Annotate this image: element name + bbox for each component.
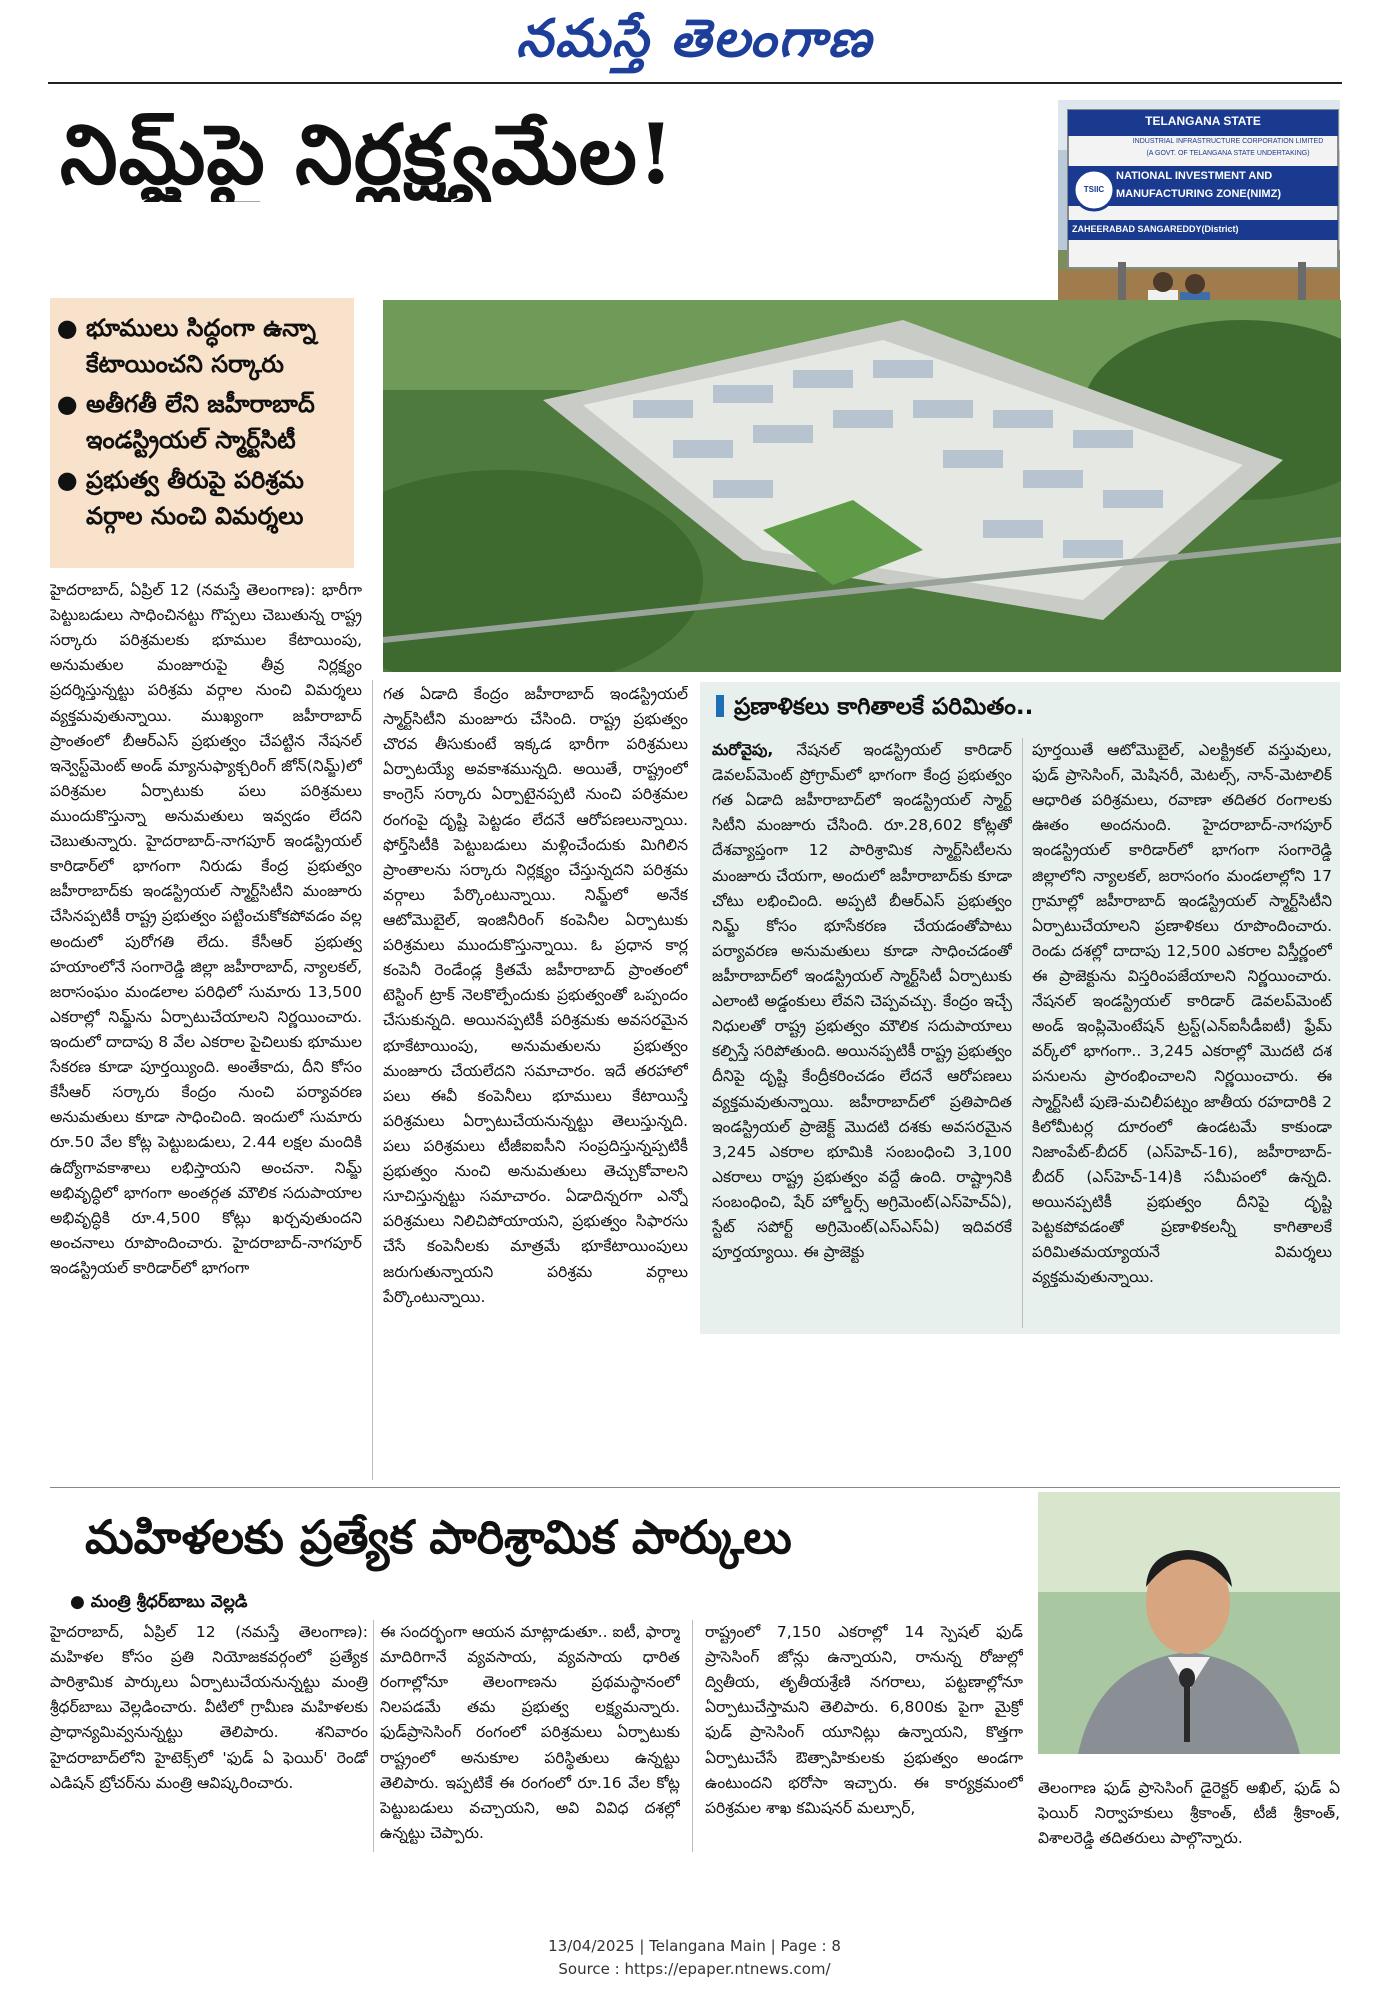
sidebar-title: ప్రణాళికలు కాగితాలకే పరిమితం.. — [716, 694, 1316, 726]
story2-headline: మహిళలకు ప్రత్యేక పారిశ్రామిక పార్కులు — [85, 1510, 792, 1564]
story2-col1-text: హైదరాబాద్, ఏప్రిల్ 12 (నమస్తే తెలంగాణ): మహిళల కోసం ప్రతి నియోజకవర్గంలో ప్రత్యేక పారిశ్రామిక పార్కులు ఏర్పాటుచేయనున్నట్టు మంత్రి శ్రీధర్‌బాబు వెల్లడించారు. వీటిలో గ్రామీణ మహిళలకు ప్రాధాన్యమివ్వనున్నట్టు తెలిపారు. శనివారం హైదరాబాద్‌లోని హైటెక్స్‌లో 'ఫుడ్ ఏ ఫెయిర్' రెండో ఎడిషన్ బ్రోచర్‌ను మంత్రి ఆవిష్కరించారు. — [50, 1623, 368, 1792]
story2-col3-text: రాష్ట్రంలో 7,150 ఎకరాల్లో 14 స్పెషల్ ఫుడ్ ప్రాసెసింగ్ జోన్లు ఉన్నాయని, రానున్న రోజుల్లో ద్వితీయ, తృతీయశ్రేణి నగరాలు, పట్టణాల్లోనూ ఏర్పాటుచేస్తామని తెలిపారు. 6,800కు పైగా మైక్రో ఫుడ్ ప్రాసెసింగ్ యూనిట్లు ఉన్నాయని, కొత్తగా ఏర్పాటుచేసే ఔత్సాహికులకు ప్రభుత్వం అండగా ఉంటుందని భరోసా ఇచ్చారు. ఈ కార్యక్రమంలో పరిశ్రమల శాఖ కమిషనర్ మల్సూర్, — [705, 1623, 1023, 1817]
column-divider — [373, 1620, 374, 1852]
story1-col1-text: హైదరాబాద్, ఏప్రిల్ 12 (నమస్తే తెలంగాణ): భారీగా పెట్టుబడులు సాధించినట్టు గొప్పలు చెబుతున్న రాష్ట్ర సర్కారు పరిశ్రమలకు భూముల కేటాయింపు, అనుమతుల మంజూరుపై తీవ్ర నిర్లక్ష్యం ప్రదర్శిస్తున్నట్టు పరిశ్రమ వర్గాల నుంచి విమర్శలు వ్యక్తమవుతున్నాయి. ముఖ్యంగా జహీరాబాద్ ప్రాంతంలో బీఆర్‌ఎస్ ప్రభుత్వం చేపట్టిన నేషనల్ ఇన్వెస్ట్‌మెంట్ అండ్ మ్యానుఫ్యాక్చరింగ్ జోన్(నిమ్జ్)లో పరిశ్రమల ఏర్పాటుకు పలు పరిశ్రమలు ముందుకొస్తున్నా అనుమతులు ఇవ్వడం లేదని చెబుతున్నారు. హైదరాబాద్-నాగపూర్ ఇండస్ట్రియల్ కారిడార్‌లో భాగంగా నిరుడు కేంద్ర ప్రభుత్వం జహీరాబాద్‌కు ఇండస్ట్రియల్ స్మార్ట్‌సిటీని మంజూరు చేసినప్పటికీ రాష్ట్ర ప్రభుత్వం పట్టించుకోకపోవడం వల్ల అందులో పురోగతి లేదు. కేసీఆర్ ప్రభుత్వ హయాంలోనే సంగారెడ్డి జిల్లా జహీరాబాద్, న్యాలకల్, జరాసంఘం మండలాల పరిధిలో సుమారు 13,500 ఎకరాల్లో నిమ్జ్‌ను ఏర్పాటుచేయాలని నిర్ణయించారు. ఇందులో దాదాపు 8 వేల ఎకరాల పైచిలుకు భూముల సేకరణ కూడా పూర్తయ్యింది. అంతేకాదు, దీని కోసం కేసీఆర్ సర్కారు కేంద్రం నుంచి పర్యావరణ అనుమతులు కూడా సాధించింది. ఇందులో సుమారు రూ.50 వేల కోట్ల పెట్టుబడులు, 2.44 లక్షల మందికి ఉద్యోగావకాశాలు లభిస్తాయని అంచనా. నిమ్జ్ అభివృద్ధిలో భాగంగా అంతర్గత మౌలిక సదుపాయాల అభివృద్ధికి రూ.4,500 కోట్లు ఖర్చవుతుందని అంచనాలు రూపొందించారు. హైదరాబాద్-నాగపూర్ ఇండస్ట్రియల్ కారిడార్‌లో భాగంగా — [50, 581, 362, 1277]
column-divider — [1022, 738, 1023, 1328]
summary-bullets — [50, 298, 354, 568]
page-footer — [0, 1935, 1389, 1980]
story-separator — [50, 1487, 1340, 1488]
aerial-illustration — [383, 300, 1341, 672]
aerial-smartcity-photo — [383, 300, 1341, 672]
sign-line1: TELANGANA STATE — [1145, 114, 1261, 128]
masthead: నమస్తే తెలంగాణ — [516, 8, 873, 69]
main-headline: నిమ్జ్‌పై నిర్లక్ష్యమేల! — [60, 108, 675, 203]
column-divider — [692, 1620, 693, 1852]
footer-source: Source : https://epaper.ntnews.com/ — [558, 1959, 831, 1978]
sidebar-column-1 — [712, 738, 1012, 1328]
masthead-rule — [48, 82, 1342, 84]
story2-subhead: ● మంత్రి శ్రీధర్‌బాబు వెల్లడి — [70, 1592, 248, 1612]
sidebar-lead: మరోవైపు, — [712, 741, 774, 759]
story2-column-4 — [1038, 1776, 1340, 1856]
story1-col2-text: గత ఏడాది కేంద్రం జహీరాబాద్ ఇండస్ట్రియల్ స్మార్ట్‌సిటీని మంజూరు చేసింది. రాష్ట్ర ప్రభుత్వం చొరవ తీసుకుంటే ఇక్కడ భారీగా పరిశ్రమలు ఏర్పాటయ్యే అవకాశమున్నది. అయితే, రాష్ట్రంలో కాంగ్రెస్ సర్కారు ఏర్పాటైనప్పటి నుంచి పరిశ్రమల రంగంపై దృష్టి పెట్టడం లేదనే ఆరోపణలున్నాయి. ఫోర్త్‌సిటీకి పెట్టుబడులు మళ్లించేందుకు మిగిలిన ప్రాంతాలను సర్కారు నిర్లక్ష్యం చేస్తున్నదని పరిశ్రమ వర్గాలు పేర్కొంటున్నాయి. నిమ్జ్‌లో అనేక ఆటోమొబైల్, ఇంజినీరింగ్ కంపెనీల ఏర్పాటుకు పరిశ్రమలు ముందుకొస్తున్నాయి. ఓ ప్రధాన కార్ల కంపెనీ రెండేండ్ల క్రితమే జహీరాబాద్ ప్రాంతంలో టెస్టింగ్ ట్రాక్ నెలకొల్పేందుకు ప్రభుత్వంతో ఒప్పందం చేసుకున్నది. అయినప్పటికీ పరిశ్రమకు అవసరమైన భూకేటాయింపు, అనుమతులను ప్రభుత్వం మంజూరు చేయలేదని సమాచారం. ఇదే తరహాలో పలు ఈవీ కంపెనీలు భూములు కేటాయిస్తే పరిశ్రమలు ఏర్పాటుచేయనున్నట్టు తెలుస్తున్నది. పలు పరిశ్రమలు టీజీఐఐసీని సంప్రదిస్తున్నప్పటికీ ప్రభుత్వం నుంచి అనుమతులు తెచ్చుకోవాలని సూచిస్తున్నట్టు సమాచారం. ఏడాదిన్నరగా ఎన్నో పరిశ్రమలు నిలిచిపోయాయని, ప్రభుత్వం సిఫారసు చేసే కంపెనీలకు మాత్రమే భూకేటాయింపులు జరుగుతున్నాయని పరిశ్రమ వర్గాలు పేర్కొంటున్నాయి. — [383, 685, 688, 1306]
sign-line5: MANUFACTURING ZONE(NIMZ) — [1116, 188, 1281, 200]
story1-column-1 — [50, 578, 362, 1478]
sign-line6: ZAHEERABAD SANGAREDDY(District) — [1072, 224, 1239, 234]
story1-column-2 — [383, 682, 688, 1480]
bullet-item: ● భూములు సిద్ధంగా ఉన్నా కేటాయించని సర్కారు — [86, 310, 342, 382]
sign-line2: INDUSTRIAL INFRASTRUCTURE CORPORATION LIMITED — [1132, 138, 1324, 145]
bullet-item: ● ప్రభుత్వ తీరుపై పరిశ్రమ వర్గాల నుంచి విమర్శలు — [86, 462, 342, 534]
sidebar-col1-text: నేషనల్ ఇండస్ట్రియల్ కారిడార్ డెవలప్‌మెంట్ ప్రోగ్రామ్‌లో భాగంగా కేంద్ర ప్రభుత్వం గత ఏడాది జహీరాబాద్‌లో ఇండస్ట్రియల్ స్మార్ట్ సిటీని మంజూరు చేసింది. రూ.28,602 కోట్లతో దేశవ్యాప్తంగా 12 పారిశ్రామిక స్మార్ట్‌సిటీలను మంజూరు చేయగా, అందులో జహీరాబాద్‌కు కూడా చోటు లభించింది. అప్పటి బీఆర్‌ఎస్ ప్రభుత్వం నిమ్జ్ కోసం భూసేకరణ చేయడంతోపాటు పర్యావరణ అనుమతులు కూడా సాధించడంతో జహీరాబాద్‌లో ఇండస్ట్రియల్ స్మార్ట్‌సిటీ ఏర్పాటుకు ఎలాంటి అడ్డంకులు లేవని చెప్పవచ్చు. కేంద్రం ఇచ్చే నిధులతో రాష్ట్ర ప్రభుత్వం మౌలిక సదుపాయాలు కల్పిస్తే సరిపోతుంది. అయినప్పటికీ రాష్ట్ర ప్రభుత్వం దీనిపై దృష్టి కేంద్రీకరించడం లేదనే ఆరోపణలు వ్యక్తమవుతున్నాయి. జహీరాబాద్‌లో ప్రతిపాదిత ఇండస్ట్రియల్ ప్రాజెక్ట్ మొదటి దశకు అవసరమైన 3,245 ఎకరాల భూమికి సంబంధించి 3,100 ఎకరాలు రాష్ట్ర ప్రభుత్వం వద్దే ఉంది. రాష్ట్రానికి సంబంధించి, షేర్ హోల్డర్స్ అగ్రిమెంట్(ఎస్‌హెచ్‌ఏ), స్టేట్ సపోర్ట్ అగ్రిమెంట్(ఎస్‌ఎస్‌ఏ) ఇదివరకే పూర్తయ్యాయి. ఈ ప్రాజెక్టు — [712, 741, 1012, 1262]
column-divider — [372, 680, 373, 1480]
story2-column-3 — [705, 1620, 1023, 1855]
story2-col2-text: ఈ సందర్భంగా ఆయన మాట్లాడుతూ.. ఐటీ, ఫార్మా మాదిరిగానే వ్యవసాయ, వ్యవసాయ ధారిత రంగాల్లోనూ తెలంగాణను ప్రథమస్థానంలో నిలపడమే తమ ప్రభుత్వ లక్ష్యమన్నారు. ఫుడ్‌ప్రాసెసింగ్ రంగంలో పరిశ్రమలు ఏర్పాటుకు రాష్ట్రంలో అనుకూల పరిస్థితులు ఉన్నట్టు తెలిపారు. ఇప్పటికే ఈ రంగంలో రూ.16 వేల కోట్ల పెట్టుబడులు వచ్చాయని, అవి వివిధ దశల్లో ఉన్నట్టు చెప్పారు. — [380, 1623, 680, 1842]
bullet-item: ● అతీగతీ లేని జహీరాబాద్ ఇండస్ట్రియల్ స్మార్ట్‌సిటీ — [86, 386, 342, 458]
minister-illustration — [1038, 1492, 1340, 1754]
story2-col4-text: తెలంగాణ ఫుడ్ ప్రాసెసింగ్ డైరెక్టర్ అఖిల్, ఫుడ్ ఏ ఫెయిర్ నిర్వాహకులు శ్రీకాంత్, టీజీ శ్రీకాంత్, విశాలరెడ్డి తదితరులు పాల్గొన్నారు. — [1038, 1779, 1340, 1848]
minister-photo — [1038, 1492, 1340, 1754]
sign-line3: (A GOVT. OF TELANGANA STATE UNDERTAKING) — [1146, 150, 1310, 157]
story2-column-2 — [380, 1620, 680, 1855]
footer-date-page: 13/04/2025 | Telangana Main | Page : 8 — [548, 1937, 841, 1955]
story2-subhead-text: మంత్రి శ్రీధర్‌బాబు వెల్లడి — [90, 1592, 248, 1612]
tsiic-logo: TSIIC — [1083, 185, 1105, 194]
sign-line4: NATIONAL INVESTMENT AND — [1116, 170, 1273, 182]
sidebar-column-2 — [1032, 738, 1332, 1328]
sidebar-col2-text: పూర్తయితే ఆటోమొబైల్, ఎలక్ట్రికల్ వస్తువులు, ఫుడ్ ప్రాసెసింగ్, మెషినరీ, మెటల్స్, నాన్-మెటాలిక్ ఆధారిత పరిశ్రమలు, రవాణా తదితర రంగాలకు ఊతం అందనుంది. హైదరాబాద్-నాగపూర్ ఇండస్ట్రియల్ కారిడార్‌లో భాగంగా సంగారెడ్డి జిల్లాలోని న్యాలకల్, జరాసంగం మండలాల్లోని 17 గ్రామాల్లో జహీరాబాద్ ఇండస్ట్రియల్ స్మార్ట్‌సిటీని ఏర్పాటుచేయాలని ప్రణాళికలు రూపొందించారు. రెండు దశల్లో దాదాపు 12,500 ఎకరాల విస్తీర్ణంలో ఈ ప్రాజెక్టును విస్తరింపజేయాలని నిర్ణయించారు. నేషనల్ ఇండస్ట్రియల్ కారిడార్ డెవలప్‌మెంట్ అండ్ ఇంప్లిమెంటేషన్ ట్రస్ట్(ఎన్‌ఐసీడీఐటీ) ఫ్రేమ్ వర్క్‌లో భాగంగా.. 3,245 ఎకరాల్లో మొదటి దశ పనులను ప్రారంభించాలని నిర్ణయించారు. ఈ స్మార్ట్‌సిటీ పుణె-మచిలీపట్నం జాతీయ రహదారికి 2 కిలోమీటర్ల దూరంలో ఉండటమే కాకుండా నిజాంపేట్-బీదర్ (ఎస్‌హెచ్-16), జహీరాబాద్-బీదర్ (ఎస్‌హెచ్-14)కి సమీపంలో ఉన్నది. అయినప్పటికీ ప్రభుత్వం దీనిపై దృష్టి పెట్టకపోవడంతో ప్రణాళికలన్నీ కాగితాలకే పరిమితమయ్యాయనే విమర్శలు వ్యక్తమవుతున్నాయి. — [1032, 741, 1332, 1287]
story2-column-1 — [50, 1620, 368, 1855]
